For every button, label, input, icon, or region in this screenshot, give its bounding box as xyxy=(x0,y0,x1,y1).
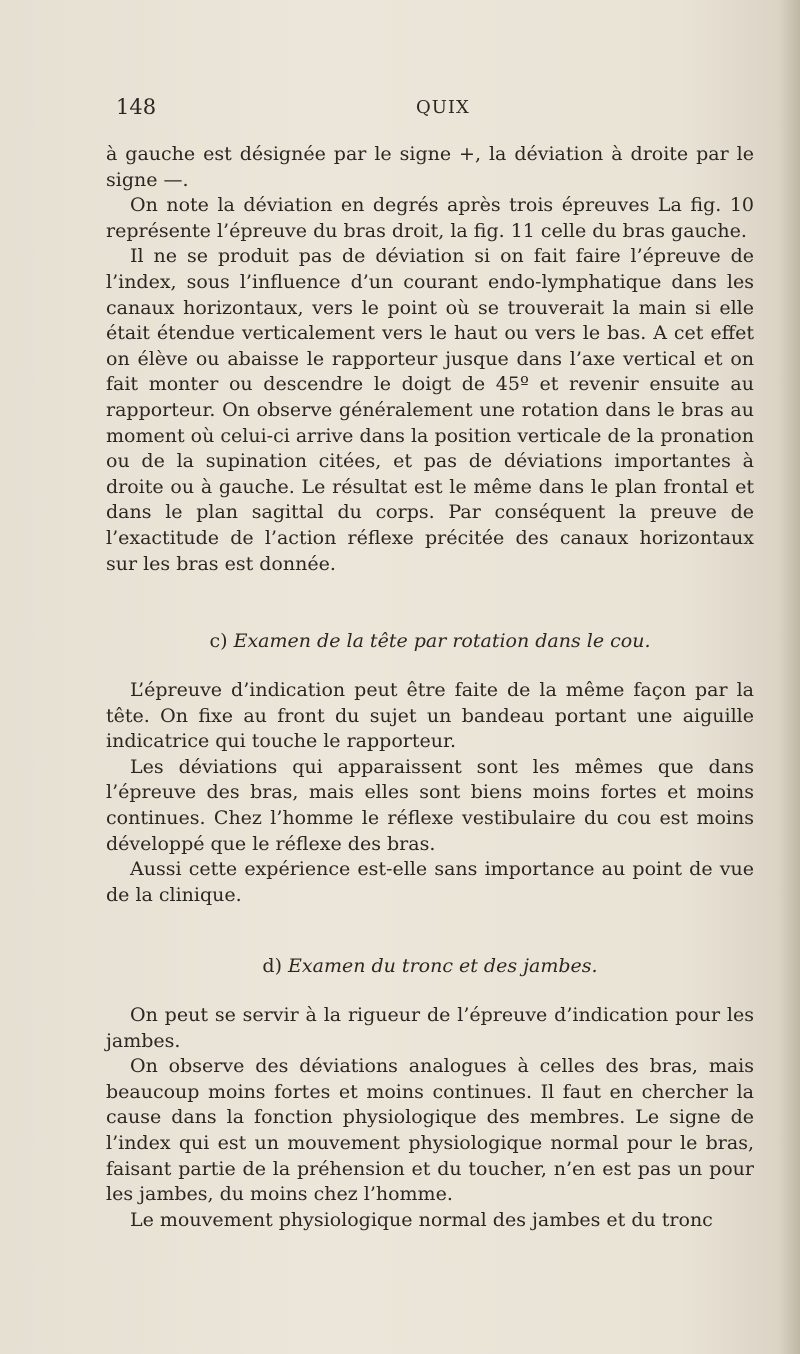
section-d-text xyxy=(106,1003,754,1233)
paragraph: On peut se servir à la rigueur de l’épreuve d’indication pour les jambes. xyxy=(106,1004,754,1052)
paragraph: On note la déviation en degrés après trois épreuves La fig. 10 représente l’épreuve du bras droit, la fig. 11 celle du bras gauche. xyxy=(106,194,754,242)
paragraph: Aussi cette expérience est-elle sans importance au point de vue de la clinique. xyxy=(106,858,754,906)
page-header xyxy=(116,95,756,125)
section-title: Examen de la tête par rotation dans le cou. xyxy=(233,630,651,652)
section-label: c) xyxy=(209,630,228,652)
page-edge-shadow xyxy=(778,0,800,1354)
section-heading-d xyxy=(106,955,754,977)
intro-text xyxy=(106,142,754,577)
section-title: Examen du tronc et des jambes. xyxy=(288,955,598,977)
paragraph: Le mouvement physiologique normal des jambes et du tronc xyxy=(130,1208,713,1231)
section-c-text xyxy=(106,678,754,908)
paragraph: Il ne se produit pas de déviation si on fait faire l’épreuve de l’index, sous l’influence d’un courant endo-lymphatique dans les canaux horizontaux, vers le point où se trouverait la main si elle était étendue verticalement vers le haut ou vers le bas. A cet effet on élève ou abaisse le rapporteur jusque dans l’axe vertical et on fait monter ou descendre le doigt de 45º et revenir ensuite au rapporteur. On observe généralement une rotation dans le bras au moment où celui-ci arrive dans la position verticale de la pronation ou de la supination citées, et pas de déviations importantes à droite ou à gauche. Le résultat est le même dans le plan frontal et dans le plan sagittal du corps. Par conséquent la preuve de l’exactitude de l’action réflexe précitée des canaux horizontaux sur les bras est donnée. xyxy=(106,245,754,575)
paragraph: Les déviations qui apparaissent sont les mêmes que dans l’épreuve des bras, mais elles sont biens moins fortes et moins continues. Chez l’homme le réflexe vestibulaire du cou est moins développé que le réflexe des bras. xyxy=(106,755,754,855)
running-title: QUIX xyxy=(416,97,470,118)
paragraph: On observe des déviations analogues à celles des bras, mais beaucoup moins fortes et moins continues. Il faut en chercher la cause dans la fonction physiologique des membres. Le signe de l’index qui est un mouvement physiologique normal pour le bras, faisant partie de la préhension et du toucher, n’en est pas un pour les jambes, du moins chez l’homme. xyxy=(106,1055,754,1206)
section-label: d) xyxy=(262,955,282,977)
page-number: 148 xyxy=(116,95,157,119)
section-heading-c xyxy=(106,630,754,652)
paragraph: à gauche est désignée par le signe +, la déviation à droite par le signe —. xyxy=(106,143,754,191)
paragraph: L’épreuve d’indication peut être faite de la même façon par la tête. On fixe au front du sujet un bandeau portant une aiguille indicatrice qui touche le rapporteur. xyxy=(106,679,754,753)
